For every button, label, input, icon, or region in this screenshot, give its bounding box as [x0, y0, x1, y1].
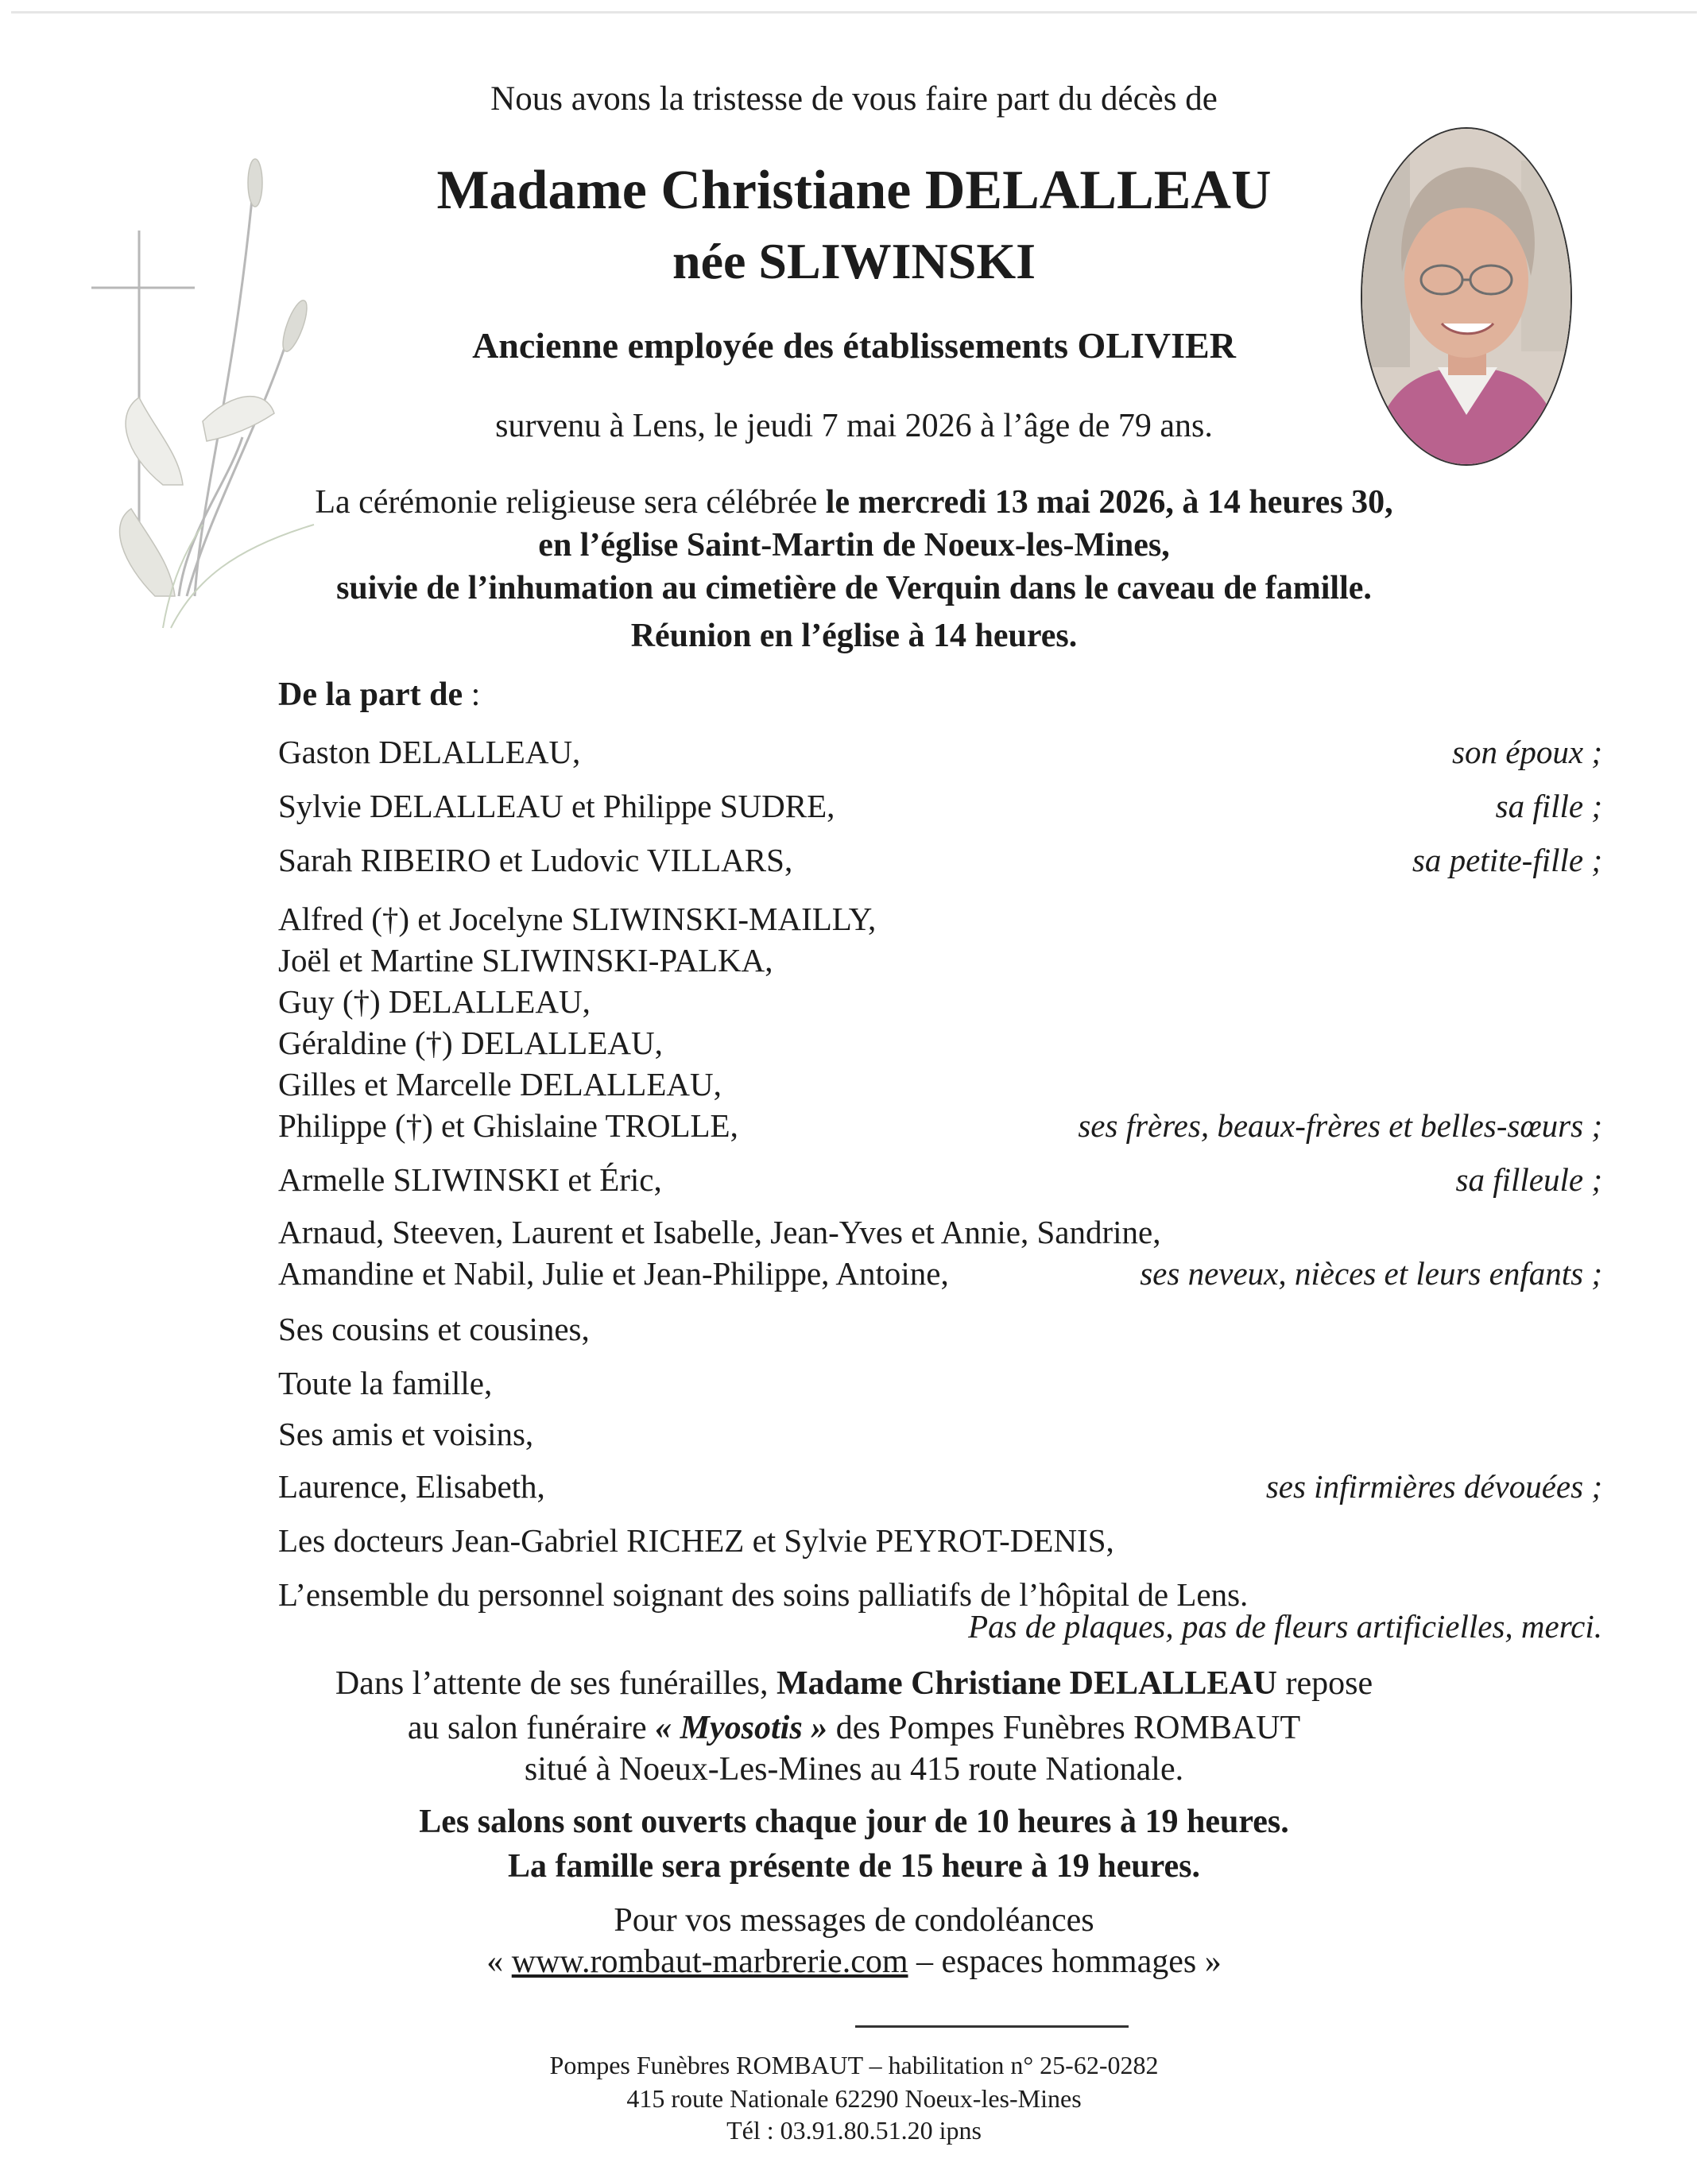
from-label: De la part de — [278, 676, 463, 713]
footer-address: 415 route Nationale 62290 Noeux-les-Mines — [626, 2084, 1082, 2113]
church-line: en l’église Saint-Martin de Noeux-les-Mines, — [538, 527, 1170, 564]
family-relation: sa petite-fille ; — [1412, 842, 1602, 878]
family-row — [278, 1024, 1602, 1062]
ceremony-intro: La cérémonie religieuse sera célébrée — [315, 484, 826, 521]
family-names: Joël et Martine SLIWINSKI-PALKA, — [278, 942, 773, 978]
family-row — [278, 1310, 1602, 1348]
condolences-website-line — [0, 1943, 1708, 1981]
family-names: Sylvie DELALLEAU et Philippe SUDRE, — [278, 788, 835, 824]
wake-deceased-name: Madame Christiane DELALLEAU — [776, 1665, 1278, 1702]
family-row — [278, 1254, 1602, 1292]
scan-edge-line — [11, 11, 1697, 14]
death-details: survenu à Lens, le jeudi 7 mai 2026 à l’âge de 79 ans. — [495, 408, 1213, 444]
maiden-name: née SLIWINSKI — [672, 233, 1036, 289]
family-row — [278, 787, 1602, 825]
wake-line-3: situé à Noeux-Les-Mines au 415 route Nationale. — [524, 1751, 1184, 1788]
family-relation: ses frères, beaux-frères et belles-sœurs ; — [1078, 1107, 1602, 1144]
wake-line-1 — [0, 1664, 1708, 1703]
family-names: Gilles et Marcelle DELALLEAU, — [278, 1066, 722, 1102]
family-presence-hours: La famille sera présente de 15 heure à 19 heures. — [508, 1848, 1200, 1885]
family-row — [278, 1521, 1602, 1560]
family-names: Arnaud, Steeven, Laurent et Isabelle, Jean-Yves et Annie, Sandrine, — [278, 1214, 1161, 1250]
family-names: Ses amis et voisins, — [278, 1416, 534, 1452]
family-relation: ses infirmières dévouées ; — [1265, 1468, 1602, 1505]
occupation-line: Ancienne employée des établissements OLIVIER — [472, 325, 1236, 366]
family-relation: son époux ; — [1451, 734, 1602, 770]
family-row — [278, 1415, 1602, 1453]
family-row — [278, 941, 1602, 979]
quote-close: – espaces hommages » — [908, 1943, 1222, 1980]
wake-line-2 — [0, 1709, 1708, 1747]
family-row — [278, 1467, 1602, 1505]
wake-funeral-home: des Pompes Funèbres ROMBAUT — [827, 1710, 1301, 1746]
quote-open: « — [486, 1943, 512, 1980]
family-names: Ses cousins et cousines, — [278, 1311, 590, 1347]
family-names: Philippe (†) et Ghislaine TROLLE, — [278, 1107, 738, 1144]
family-names: Laurence, Elisabeth, — [278, 1468, 545, 1505]
deceased-name: Madame Christiane DELALLEAU — [436, 160, 1272, 221]
family-names: Alfred (†) et Jocelyne SLIWINSKI-MAILLY, — [278, 901, 877, 937]
footer-phone: Tél : 03.91.80.51.20 ipns — [726, 2116, 982, 2145]
family-names: Gaston DELALLEAU, — [278, 734, 581, 770]
family-row — [278, 1161, 1602, 1199]
ceremony-date: le mercredi 13 mai 2026, à 14 heures 30, — [825, 484, 1393, 521]
from-colon: : — [463, 676, 481, 713]
family-relation: sa filleule ; — [1455, 1161, 1602, 1198]
family-names: Amandine et Nabil, Julie et Jean-Philippe, Antoine, — [278, 1255, 949, 1292]
wake-salon-label: au salon funéraire — [407, 1710, 656, 1746]
ceremony-line — [0, 483, 1708, 521]
wake-intro: Dans l’attente de ses funérailles, — [335, 1665, 777, 1702]
closing-note: Pas de plaques, pas de fleurs artificielles, merci. — [968, 1608, 1602, 1645]
intro-text: Nous avons la tristesse de vous faire part du décès de — [490, 80, 1218, 118]
family-row — [278, 900, 1602, 938]
footer-separator — [855, 2025, 1129, 2028]
family-names: Géraldine (†) DELALLEAU, — [278, 1025, 663, 1061]
condolences-line: Pour vos messages de condoléances — [614, 1902, 1094, 1939]
family-row — [278, 1364, 1602, 1402]
family-names: Toute la famille, — [278, 1365, 493, 1401]
meeting-line: Réunion en l’église à 14 heures. — [630, 618, 1078, 654]
salon-name: « Myosotis » — [655, 1710, 828, 1746]
family-relation: ses neveux, nièces et leurs enfants ; — [1140, 1255, 1602, 1292]
family-row — [278, 1106, 1602, 1145]
family-row — [278, 1213, 1602, 1251]
burial-line: suivie de l’inhumation au cimetière de Verquin dans le caveau de famille. — [336, 570, 1372, 606]
footer-company: Pompes Funèbres ROMBAUT – habilitation n° 25-62-0282 — [549, 2051, 1159, 2079]
wake-repose: repose — [1277, 1665, 1373, 1702]
family-names: Sarah RIBEIRO et Ludovic VILLARS, — [278, 842, 793, 878]
family-relation: sa fille ; — [1495, 788, 1602, 824]
family-names: L’ensemble du personnel soignant des soins palliatifs de l’hôpital de Lens. — [278, 1576, 1249, 1613]
website-link[interactable]: www.rombaut-marbrerie.com — [511, 1943, 908, 1980]
family-names: Les docteurs Jean-Gabriel RICHEZ et Sylvie PEYROT-DENIS, — [278, 1522, 1114, 1559]
family-names: Guy (†) DELALLEAU, — [278, 983, 591, 1020]
family-row — [278, 982, 1602, 1021]
family-names: Armelle SLIWINSKI et Éric, — [278, 1161, 662, 1198]
from-heading — [278, 676, 480, 714]
family-row — [278, 1065, 1602, 1103]
family-row — [278, 733, 1602, 771]
family-row — [278, 841, 1602, 879]
opening-hours: Les salons sont ouverts chaque jour de 10 heures à 19 heures. — [419, 1804, 1289, 1840]
